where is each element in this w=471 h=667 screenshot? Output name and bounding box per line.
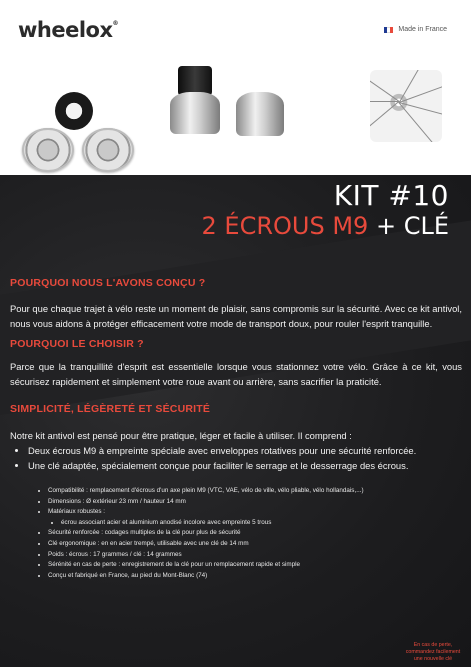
key-body-image (170, 92, 220, 134)
list-item: • Une clé adaptée, spécialement conçue pour faciliter le serrage et le desserrage des écrous. (28, 458, 462, 473)
kit-subtitle-white: + CLÉ (375, 212, 449, 240)
kit-contents-list (10, 443, 462, 473)
wheel-photo (370, 70, 442, 142)
spec-dimensions: • Dimensions : Ø extérieur 23 mm / hauteur 14 mm (48, 497, 462, 508)
spec-made-in: • Conçu et fabriqué en France, au pied du Mont-Blanc (74) (48, 571, 462, 582)
choose-section (10, 338, 462, 389)
france-flag-icon (384, 27, 393, 33)
why-text: Pour que chaque trajet à vélo reste un moment de plaisir, sans compromis sur la sécurité. Avec ce kit antivol, nous vous aidons à protéger efficacement votre mode de transport doux, pour rouler l'esprit tranquille. (10, 303, 462, 329)
why-section (10, 277, 462, 331)
kit-subtitle (202, 212, 449, 240)
spec-list (10, 486, 462, 581)
brand-logo (18, 18, 118, 42)
simplicity-section (10, 403, 462, 581)
spec-materials-detail: • écrou associant acier et aluminium anodisé incolore avec empreinte 5 trous (61, 518, 462, 529)
why-heading: POURQUOI NOUS L'AVONS CONÇU ? (10, 277, 206, 289)
kit-subtitle-red: 2 ÉCROUS M9 (201, 212, 369, 240)
kit-title: KIT #10 (333, 179, 449, 212)
list-item: • Deux écrous M9 à empreinte spéciale avec enveloppes rotatives pour une sécurité renforcée. (28, 443, 462, 458)
lost-key-notice: En cas de perte, commandez facilement une nouvelle clé (405, 642, 461, 662)
made-in-france-badge (384, 26, 447, 33)
spec-serenity: • Sérénité en cas de perte : enregistrement de la clé pour un remplacement rapide et simple (48, 560, 462, 571)
spec-compatibility: • Compatibilité : remplacement d'écrous d'un axe plein M9 (VTC, VAE, vélo de ville, vélo pliable, vélo hollandais,...) (48, 486, 462, 497)
brand-reg: ® (112, 20, 119, 27)
choose-text: Parce que la tranquillité d'esprit est essentielle lorsque vous stationnez votre vélo. Grâce à ce kit, vous sécurisez rapidement et simplement votre roue avant ou arrière, sans sacrifier la praticité. (10, 361, 462, 387)
kit-heading (202, 180, 449, 240)
nut-image-right (82, 128, 134, 172)
spec-materials (48, 507, 462, 528)
nut-cone-image (236, 92, 284, 136)
simplicity-intro: Notre kit antivol est pensé pour être pratique, léger et facile à utiliser. Il comprend : (10, 430, 352, 441)
nut-image-left (22, 128, 74, 172)
description-content (10, 277, 462, 581)
simplicity-heading: SIMPLICITÉ, LÉGÈRETÉ ET SÉCURITÉ (10, 403, 211, 415)
made-in-label: Made in France (398, 26, 447, 33)
ring-washer-image (55, 92, 93, 130)
spec-weight: • Poids : écrous : 17 grammes / clé : 14 grammes (48, 550, 462, 561)
brand-name: wheelox (18, 18, 113, 42)
spec-key: • Clé ergonomique : en en acier trempé, utilisable avec une clé de 14 mm (48, 539, 462, 550)
spec-materials-label: Matériaux robustes : (48, 508, 106, 516)
spec-security: • Sécurité renforcée : codages multiples de la clé pour plus de sécurité (48, 528, 462, 539)
product-header (0, 0, 471, 175)
choose-heading: POURQUOI LE CHOISIR ? (10, 338, 144, 350)
